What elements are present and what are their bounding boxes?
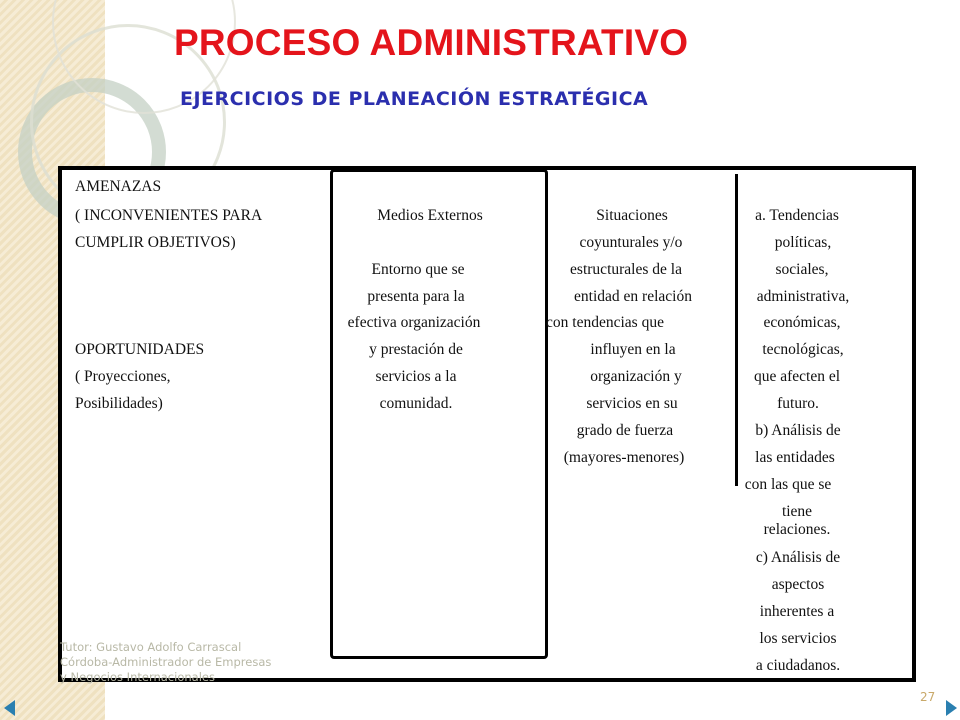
analisis-line: inherentes a [759, 603, 835, 620]
tendencias-line: futuro. [777, 395, 819, 412]
situaciones-line: organización y [590, 368, 682, 385]
tendencias-line: que afecten el [753, 368, 841, 385]
oportunidades-line: ( Proyecciones, [75, 368, 171, 385]
oportunidades-label: OPORTUNIDADES [75, 341, 205, 358]
situaciones-heading: Situaciones [596, 207, 668, 224]
previous-slide-arrow-icon[interactable] [4, 700, 15, 716]
situaciones-line: entidad en relación [574, 288, 692, 305]
analisis-line: b) Análisis de [755, 422, 841, 439]
analisis-line: tiene [781, 503, 813, 520]
tendencias-line: sociales, [775, 261, 829, 278]
situaciones-line: servicios en su [586, 395, 678, 412]
tutor-credit-line: y Negocios Internacionales [60, 670, 215, 684]
situaciones-line: (mayores-menores) [563, 449, 685, 466]
situaciones-line: coyunturales y/o [579, 234, 683, 251]
situaciones-line: estructurales de la [570, 261, 682, 278]
page-number: 27 [920, 690, 936, 704]
column-separator-line [735, 174, 738, 486]
medios-externos-line: comunidad. [379, 395, 453, 412]
medios-externos-heading: Medios Externos [377, 207, 483, 224]
analisis-line: las entidades [755, 449, 835, 466]
tutor-credit-line: Tutor: Gustavo Adolfo Carrascal [60, 640, 242, 654]
slide-subtitle: EJERCICIOS DE PLANEACIÓN ESTRATÉGICA [180, 88, 649, 110]
medios-externos-line: presenta para la [367, 288, 465, 305]
amenazas-label: AMENAZAS [75, 178, 162, 195]
analisis-line: aspectos [771, 576, 825, 593]
situaciones-line: influyen en la [590, 341, 676, 358]
tendencias-line: administrativa, [756, 288, 850, 305]
analisis-line: a ciudadanos. [755, 657, 841, 674]
column-separator-box [330, 169, 548, 659]
analisis-line: con las que se [744, 476, 832, 493]
medios-externos-line: efectiva organización [347, 314, 481, 331]
oportunidades-line: Posibilidades) [75, 395, 163, 412]
amenazas-line: ( INCONVENIENTES PARA [75, 207, 263, 224]
tendencias-line: políticas, [774, 234, 832, 251]
amenazas-line: CUMPLIR OBJETIVOS) [75, 234, 236, 251]
analisis-line: relaciones. [763, 521, 831, 538]
tendencias-line: a. Tendencias [755, 207, 839, 224]
slide-title: PROCESO ADMINISTRATIVO [174, 22, 689, 63]
tendencias-line: tecnológicas, [762, 341, 844, 358]
tutor-credit [60, 640, 310, 685]
situaciones-line: grado de fuerza [576, 422, 674, 439]
next-slide-arrow-icon[interactable] [946, 700, 957, 716]
medios-externos-line: servicios a la [375, 368, 457, 385]
tendencias-line: económicas, [763, 314, 841, 331]
analisis-line: los servicios [759, 630, 837, 647]
tutor-credit-line: Córdoba-Administrador de Empresas [60, 655, 272, 669]
analisis-line: c) Análisis de [755, 549, 841, 566]
situaciones-line: con tendencias que [546, 314, 664, 331]
medios-externos-line: y prestación de [369, 341, 463, 358]
medios-externos-line: Entorno que se [371, 261, 465, 278]
